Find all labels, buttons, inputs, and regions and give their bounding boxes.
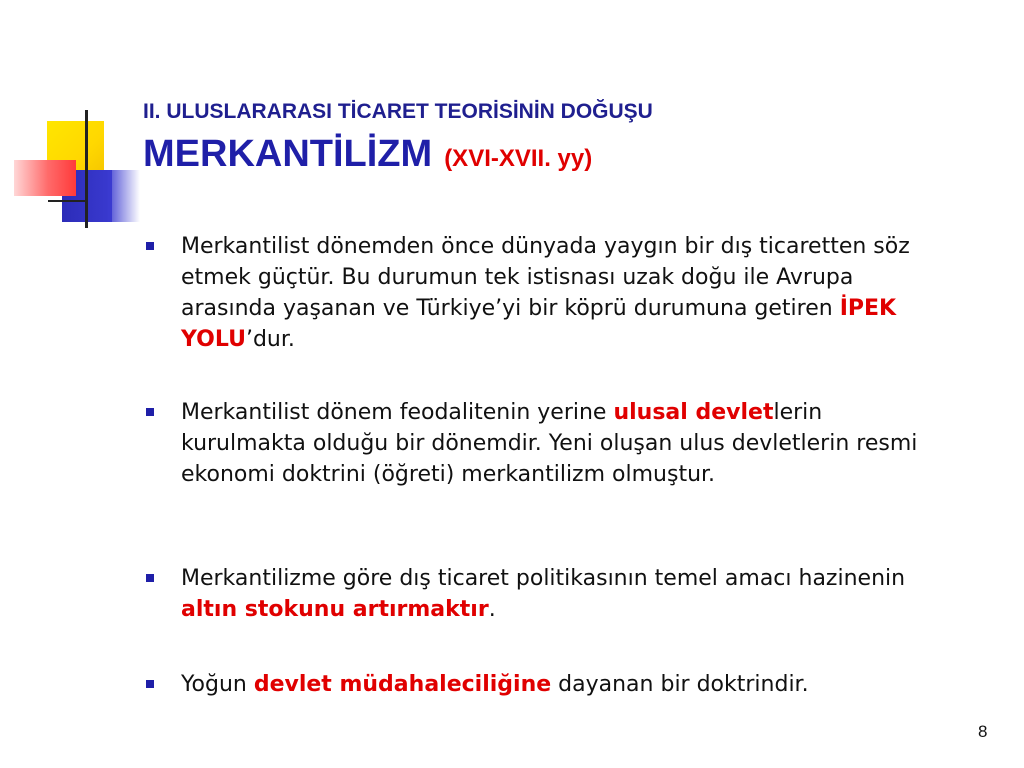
bullet-highlight: İPEK YOLU bbox=[181, 296, 897, 352]
bullet-highlight: devlet müdahaleciliğine bbox=[253, 672, 552, 697]
slide-title-period: (XVI-XVII. yy) bbox=[444, 145, 593, 172]
bullet-text bbox=[181, 231, 931, 355]
bullet-square-icon bbox=[146, 408, 154, 416]
bullet-text bbox=[181, 397, 931, 490]
decor-vertical-line bbox=[85, 110, 88, 228]
bullet-text-part: . bbox=[488, 597, 496, 622]
bullet-text-part: Merkantilist dönemden önce dünyada yaygın bir dış ticaretten söz etmek güçtür. Bu durumun tek istisnası uzak doğu ile Avrupa arasında yaşanan ve Türkiye’yi bir köprü durumuna getiren bbox=[181, 234, 910, 321]
bullet-text-part: Merkantilist dönem feodalitenin yerine bbox=[181, 400, 614, 425]
bullet-square-icon bbox=[146, 680, 154, 688]
slide-title bbox=[143, 133, 592, 176]
bullet-text-part: Merkantilizme göre dış ticaret politikasının temel amacı hazinenin bbox=[181, 566, 906, 591]
bullet-text bbox=[181, 563, 931, 625]
bullet-square-icon bbox=[146, 574, 154, 582]
bullet-square-icon bbox=[146, 242, 154, 250]
decor-red-bar bbox=[14, 160, 76, 196]
slide-heading: II. ULUSLARARASI TİCARET TEORİSİNİN DOĞUŞU bbox=[143, 100, 653, 123]
bullet-text-part: dayanan bir doktrindir. bbox=[551, 672, 809, 697]
decor-blue-fade bbox=[108, 170, 140, 222]
decor-horizontal-line bbox=[48, 200, 88, 202]
bullet-text-part: Yoğun bbox=[181, 672, 254, 697]
bullet-text bbox=[181, 669, 931, 700]
page-number: 8 bbox=[978, 722, 988, 741]
bullet-text-part: ’dur. bbox=[245, 327, 295, 352]
slide-title-main: MERKANTİLİZM bbox=[143, 133, 433, 175]
bullet-text-part: lerin kurulmakta olduğu bir dönemdir. Yeni oluşan ulus devletlerin resmi ekonomi doktrini (öğreti) merkantilizm olmuştur. bbox=[181, 400, 918, 487]
bullet-highlight: altın stokunu artırmaktır bbox=[181, 597, 489, 622]
bullet-highlight: ulusal devlet bbox=[613, 400, 774, 425]
